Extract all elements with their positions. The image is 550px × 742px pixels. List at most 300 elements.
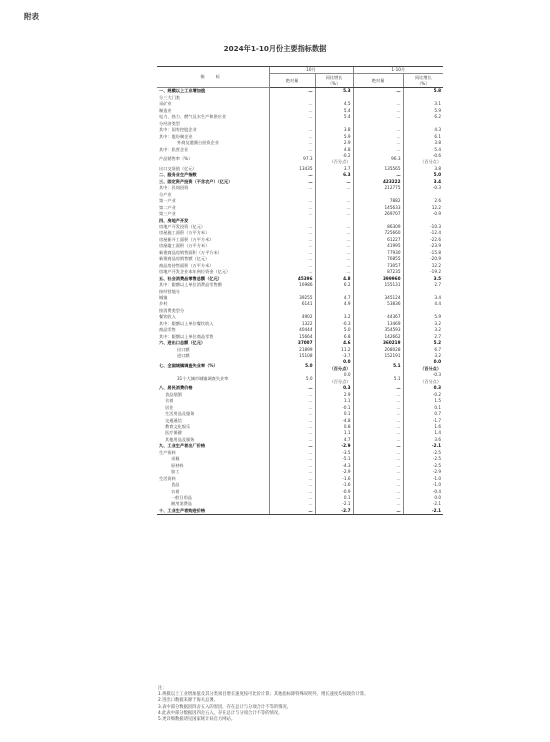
row-label: 教育文化娱乐 [165, 424, 191, 430]
oct-yoy-cell: 4.8 [315, 147, 353, 153]
jan-oct-abs-cell: … [353, 482, 403, 488]
row-label: 医疗保健 [165, 430, 182, 436]
oct-abs-cell: … [269, 418, 315, 424]
row-label: 生产资料 [159, 449, 176, 455]
jan-oct-yoy-cell: 1.5 [403, 398, 443, 404]
row-label: 居住 [165, 404, 174, 410]
jan-oct-abs-cell: 77930 [353, 250, 403, 256]
jan-oct-abs-cell: 142662 [353, 334, 403, 340]
oct-abs-cell: … [269, 263, 315, 269]
jan-oct-yoy-cell: 3.4 [403, 179, 443, 185]
footnote-line: 5.更详细数据请见国家统计局官方网站。 [158, 717, 236, 723]
oct-yoy-cell: … [315, 230, 353, 236]
jan-oct-abs-cell: 96.3 [353, 153, 403, 166]
oct-abs-cell: … [269, 430, 315, 436]
table-body [157, 88, 443, 515]
jan-oct-abs-cell: … [353, 418, 403, 424]
jan-oct-abs-cell: … [353, 463, 403, 469]
jan-oct-abs-cell: 73057 [353, 263, 403, 269]
oct-yoy-cell: 1.1 [315, 430, 353, 436]
oct-yoy-cell: 0.1 [315, 411, 353, 417]
oct-abs-cell: … [269, 398, 315, 404]
oct-abs-cell: … [269, 508, 315, 515]
jan-oct-abs-cell: 155131 [353, 282, 403, 288]
jan-oct-yoy-cell: 2.6 [403, 198, 443, 204]
oct-abs-cell: … [269, 140, 315, 146]
row-label: 31个大城市城镇调查失业率 [177, 375, 229, 381]
oct-yoy-cell: 0.0 （百分点） [315, 359, 353, 372]
jan-oct-yoy-cell: 0.3 [403, 385, 443, 391]
oct-yoy-cell: -3.7 [315, 353, 353, 359]
jan-oct-abs-cell: 152191 [353, 353, 403, 359]
row-label: 其他用品及服务 [165, 436, 195, 442]
jan-oct-abs-cell: 399960 [353, 276, 403, 282]
oct-yoy-cell: 5.3 [315, 88, 353, 95]
row-label: 食品烟酒 [165, 391, 182, 397]
table-row [157, 508, 443, 515]
jan-oct-abs-cell: … [353, 437, 403, 443]
table-row [157, 88, 443, 95]
jan-oct-abs-cell: 208028 [353, 347, 403, 353]
jan-oct-abs-cell: … [353, 450, 403, 456]
oct-yoy-cell: … [315, 237, 353, 243]
oct-abs-cell: … [269, 185, 315, 191]
jan-oct-yoy-cell: -2.5 [403, 450, 443, 456]
jan-oct-yoy-cell: -15.8 [403, 250, 443, 256]
oct-abs-cell: … [269, 437, 315, 443]
oct-yoy-cell: 3.7 [315, 166, 353, 172]
oct-yoy-cell: 5.4 [315, 114, 353, 120]
row-label: 三、固定资产投资（不含农户）（亿元） [159, 178, 233, 184]
jan-oct-yoy-cell: -12.4 [403, 230, 443, 236]
row-label: 按消费类型分 [159, 307, 185, 313]
jan-oct-yoy-cell: 1.6 [403, 424, 443, 430]
oct-abs-cell: … [269, 198, 315, 204]
oct-abs-cell: … [269, 501, 315, 507]
oct-abs-cell: 39255 [269, 295, 315, 301]
jan-oct-abs-cell: … [353, 114, 403, 120]
oct-abs-cell: 4902 [269, 314, 315, 320]
jan-oct-abs-cell: 725660 [353, 230, 403, 236]
row-label: 分产业 [159, 191, 172, 197]
jan-oct-abs-cell: 5.1 [353, 359, 403, 372]
oct-abs-cell: … [269, 424, 315, 430]
oct-yoy-cell: 6.2 [315, 282, 353, 288]
jan-oct-yoy-cell: 4.4 [403, 301, 443, 307]
oct-abs-cell: 1322 [269, 321, 315, 327]
appendix-label: 附表 [24, 12, 39, 21]
jan-oct-yoy-cell: 6.2 [403, 114, 443, 120]
oct-abs-cell: … [269, 250, 315, 256]
jan-oct-abs-cell: … [353, 424, 403, 430]
jan-oct-abs-cell: 269707 [353, 211, 403, 217]
oct-yoy-cell: 1.1 [315, 398, 353, 404]
jan-oct-yoy-cell: 0.0 [403, 495, 443, 501]
jan-oct-yoy-cell: 2.7 [403, 282, 443, 288]
oct-yoy-cell: -2.9 [315, 443, 353, 449]
jan-oct-yoy-cell: -0.4 [403, 489, 443, 495]
jan-oct-abs-cell: 13469 [353, 321, 403, 327]
row-label: 食品 [171, 482, 180, 488]
row-label: 二、服务业生产指数 [159, 172, 197, 178]
oct-yoy-cell: -5.1 [315, 456, 353, 462]
jan-oct-yoy-cell: 3.2 [403, 327, 443, 333]
table-row [157, 282, 443, 288]
jan-oct-abs-cell: 44367 [353, 314, 403, 320]
oct-yoy-cell: … [315, 179, 353, 185]
jan-oct-abs-cell: … [353, 108, 403, 114]
oct-abs-cell: 97.3 [269, 153, 315, 166]
jan-oct-yoy-cell: -2.1 [403, 508, 443, 515]
oct-yoy-cell: 4.5 [315, 101, 353, 107]
jan-oct-yoy-header: 同比增长 （%） [403, 74, 443, 88]
jan-oct-abs-cell: 145633 [353, 205, 403, 211]
jan-oct-abs-cell: … [353, 469, 403, 475]
row-label: 衣着 [165, 398, 174, 404]
row-label: 九、工业生产者出厂价格 [159, 443, 206, 449]
oct-yoy-cell: -0.9 [315, 489, 353, 495]
oct-abs-cell: … [269, 256, 315, 262]
oct-abs-cell: … [269, 443, 315, 449]
indicator-table [157, 66, 443, 515]
oct-yoy-cell: -1.6 [315, 476, 353, 482]
jan-oct-abs-cell: … [353, 147, 403, 153]
oct-abs-cell: 40444 [269, 327, 315, 333]
jan-oct-abs-cell: 423222 [353, 179, 403, 185]
oct-yoy-cell: -2.1 [315, 501, 353, 507]
oct-abs-cell: … [269, 495, 315, 501]
oct-yoy-cell: … [315, 205, 353, 211]
oct-abs-header: 绝对量 [269, 74, 315, 88]
jan-oct-yoy-cell: -10.3 [403, 224, 443, 230]
jan-oct-yoy-cell: -20.9 [403, 256, 443, 262]
jan-oct-yoy-cell: -0.3 [403, 185, 443, 191]
oct-yoy-cell: … [315, 250, 353, 256]
jan-oct-yoy-cell: 12.2 [403, 205, 443, 211]
table-row [157, 359, 443, 372]
row-label: 其中：私营企业 [159, 146, 189, 152]
jan-oct-abs-cell: … [353, 508, 403, 515]
oct-abs-cell: … [269, 88, 315, 95]
jan-oct-abs-cell: 61227 [353, 237, 403, 243]
oct-abs-cell: … [269, 385, 315, 391]
oct-abs-cell: … [269, 392, 315, 398]
row-label: 房屋竣工面积（万平方米） [159, 243, 210, 249]
oct-yoy-cell: 4.7 [315, 295, 353, 301]
oct-abs-cell: 15664 [269, 334, 315, 340]
jan-oct-abs-cell: 135565 [353, 166, 403, 172]
jan-oct-yoy-cell: 5.9 [403, 108, 443, 114]
row-label: 一、规模以上工业增加值 [159, 88, 206, 94]
jan-oct-yoy-cell: 3.5 [403, 276, 443, 282]
jan-oct-yoy-cell: 3.8 [403, 140, 443, 146]
row-label: 餐饮收入 [159, 314, 176, 320]
jan-oct-yoy-cell: -1.0 [403, 482, 443, 488]
row-label: 产品销售率（%） [159, 156, 193, 162]
jan-oct-yoy-cell: -22.6 [403, 237, 443, 243]
oct-abs-cell: … [269, 489, 315, 495]
oct-abs-cell: 13435 [269, 166, 315, 172]
oct-abs-cell: … [269, 127, 315, 133]
oct-yoy-cell: … [315, 185, 353, 191]
oct-yoy-cell: 4.9 [315, 301, 353, 307]
row-label: 乡村 [159, 301, 168, 307]
jan-oct-yoy-cell: 6.7 [403, 347, 443, 353]
jan-oct-abs-cell: … [353, 430, 403, 436]
oct-yoy-cell: -0.3 [315, 321, 353, 327]
jan-oct-abs-cell: 5.1 [353, 372, 403, 385]
jan-oct-yoy-cell: 0.1 [403, 405, 443, 411]
oct-abs-cell: 37007 [269, 340, 315, 346]
row-label: 其中：国有控股企业 [159, 127, 197, 133]
jan-oct-abs-cell: 87235 [353, 269, 403, 275]
row-label: 第一产业 [159, 198, 176, 204]
jan-oct-yoy-cell: 4.3 [403, 127, 443, 133]
row-label: 城镇 [159, 294, 168, 300]
oct-yoy-cell: 5.9 [315, 134, 353, 140]
jan-oct-yoy-cell: -2.5 [403, 463, 443, 469]
oct-abs-cell: … [269, 101, 315, 107]
jan-oct-yoy-cell: -2.1 [403, 443, 443, 449]
jan-oct-abs-cell: … [353, 495, 403, 501]
footnotes [158, 686, 448, 723]
oct-yoy-cell: -4.3 [315, 463, 353, 469]
jan-oct-abs-cell: … [353, 456, 403, 462]
oct-yoy-cell: 11.2 [315, 347, 353, 353]
jan-oct-abs-cell: … [353, 476, 403, 482]
oct-yoy-cell: -0.2 （百分点） [315, 153, 353, 166]
oct-yoy-cell: -0.1 [315, 405, 353, 411]
oct-yoy-cell: … [315, 224, 353, 230]
row-label: 出口交货值（亿元） [159, 165, 197, 171]
jan-oct-abs-cell: … [353, 127, 403, 133]
oct-yoy-cell: 0.8 [315, 424, 353, 430]
footnote-line: 注： [158, 686, 167, 691]
jan-oct-yoy-cell: -0.3 （百分点） [403, 372, 443, 385]
oct-abs-cell: … [269, 482, 315, 488]
jan-oct-abs-cell: 354593 [353, 327, 403, 333]
row-label: 十、工业生产者购进价格 [157, 508, 269, 515]
row-label: 六、进出口总额（亿元） [159, 340, 206, 346]
oct-abs-cell: 16986 [269, 282, 315, 288]
oct-yoy-cell: -3.5 [315, 450, 353, 456]
oct-yoy-cell: … [315, 211, 353, 217]
row-label: 原材料 [171, 462, 184, 468]
oct-yoy-cell: -4.8 [315, 418, 353, 424]
row-label: 进口额 [177, 353, 190, 359]
oct-abs-cell: … [269, 463, 315, 469]
oct-yoy-cell: 0.0 （百分点） [315, 372, 353, 385]
oct-yoy-cell: -2.7 [315, 508, 353, 515]
jan-oct-yoy-cell: -1.0 [403, 476, 443, 482]
footnote-line: 2.进出口数据来源于海关总署。 [158, 698, 218, 704]
oct-yoy-cell: 5.0 [315, 327, 353, 333]
row-label: 按经营地分 [159, 288, 180, 294]
row-label: 其中：限额以上单位餐饮收入 [159, 320, 214, 326]
jan-oct-abs-cell: 41995 [353, 243, 403, 249]
table-row [157, 153, 443, 166]
row-label: 四、房地产开发 [159, 217, 189, 223]
jan-oct-yoy-cell: 3.1 [403, 101, 443, 107]
row-label: 其中：限额以上单位商品零售 [159, 333, 214, 339]
jan-oct-yoy-cell: -2.5 [403, 456, 443, 462]
jan-oct-abs-cell: … [353, 411, 403, 417]
oct-abs-cell: … [269, 114, 315, 120]
jan-oct-yoy-cell: -2.1 [403, 501, 443, 507]
jan-oct-yoy-cell: -23.9 [403, 243, 443, 249]
jan-oct-abs-cell: … [353, 101, 403, 107]
oct-yoy-cell: … [315, 198, 353, 204]
row-label: 七、全国城镇调查失业率（%） [159, 362, 218, 368]
jan-oct-yoy-cell: 3.6 [403, 437, 443, 443]
oct-abs-cell: … [269, 405, 315, 411]
row-label: 房地产开发企业本年到位资金（亿元） [159, 269, 231, 275]
oct-yoy-cell: 4.6 [315, 340, 353, 346]
row-label: 商品零售 [159, 327, 176, 333]
row-label: 分三大门类 [159, 94, 180, 100]
jan-oct-abs-cell: 212775 [353, 185, 403, 191]
jan-oct-yoy-cell: 2.7 [403, 334, 443, 340]
row-label: 新建商品房销售额（亿元） [159, 256, 210, 262]
oct-yoy-cell: -1.6 [315, 482, 353, 488]
row-label: 其中：限额以上单位消费品零售额 [159, 282, 222, 288]
row-label: 其中：民间投资 [159, 185, 189, 191]
jan-oct-abs-cell: … [353, 489, 403, 495]
oct-yoy-cell: 6.8 [315, 334, 353, 340]
jan-oct-yoy-cell: 5.8 [403, 88, 443, 95]
jan-oct-abs-cell: … [353, 443, 403, 449]
jan-oct-yoy-cell: 3.2 [403, 353, 443, 359]
jan-oct-abs-cell: … [353, 385, 403, 391]
oct-yoy-cell: 4.7 [315, 437, 353, 443]
jan-oct-yoy-cell: 0.0 （百分点） [403, 359, 443, 372]
oct-yoy-cell: … [315, 263, 353, 269]
jan-oct-yoy-cell: 5.9 [403, 314, 443, 320]
oct-abs-cell: … [269, 134, 315, 140]
jan-oct-yoy-cell: -0.2 [403, 392, 443, 398]
oct-abs-cell: 5.0 [269, 359, 315, 372]
jan-oct-abs-cell: … [353, 398, 403, 404]
oct-abs-cell: 45396 [269, 276, 315, 282]
table-row [157, 372, 443, 385]
oct-abs-cell: … [269, 269, 315, 275]
oct-yoy-cell: 0.3 [315, 385, 353, 391]
jan-oct-yoy-cell: 0.7 [403, 411, 443, 417]
jan-oct-abs-cell: … [353, 134, 403, 140]
oct-abs-cell: … [269, 108, 315, 114]
footnote-line: 1.规模以上工业增加值及其分类项目增长速度按可比价计算；其他指标除特殊说明外，增长速度均按现价计算。 [158, 692, 369, 698]
jan-oct-abs-cell: … [353, 88, 403, 95]
row-label: 采矿业 [159, 101, 172, 107]
row-label: 第二产业 [159, 204, 176, 210]
jan-oct-yoy-cell: 5.4 [403, 147, 443, 153]
jan-oct-abs-cell: … [353, 392, 403, 398]
jan-oct-abs-header: 绝对量 [353, 74, 403, 88]
jan-oct-yoy-cell: 3.8 [403, 166, 443, 172]
row-label: 一般日用品 [171, 495, 192, 500]
oct-abs-cell: … [269, 411, 315, 417]
oct-abs-cell: … [269, 172, 315, 178]
jan-oct-abs-cell: … [353, 405, 403, 411]
row-label: 出口额 [177, 346, 190, 352]
jan-oct-abs-cell: 360219 [353, 340, 403, 346]
jan-oct-yoy-cell: -0.6 （百分点） [403, 153, 443, 166]
oct-abs-cell: … [269, 211, 315, 217]
oct-yoy-cell: 4.8 [315, 276, 353, 282]
row-label: 生活资料 [159, 475, 176, 481]
jan-oct-yoy-cell: 3.4 [403, 295, 443, 301]
oct-header: 10月 [269, 67, 353, 74]
jan-oct-yoy-cell: -1.7 [403, 418, 443, 424]
footnote-line: 4.此表中部分数据因四舍五入，存在总计与分项合计不等的情况。 [158, 710, 283, 716]
page-title: 2024年1-10月份主要指标数据 [223, 44, 327, 53]
jan-oct-abs-cell: 86309 [353, 224, 403, 230]
jan-oct-yoy-cell: 5.0 [403, 172, 443, 178]
jan-oct-abs-cell: 345124 [353, 295, 403, 301]
oct-abs-cell: … [269, 224, 315, 230]
jan-oct-abs-cell: … [353, 172, 403, 178]
oct-abs-cell: … [269, 469, 315, 475]
oct-abs-cell: … [269, 456, 315, 462]
oct-yoy-cell: -2.9 [315, 469, 353, 475]
jan-oct-yoy-cell: 3.2 [403, 321, 443, 327]
jan-oct-yoy-cell: -2.9 [403, 469, 443, 475]
oct-yoy-cell: 0.1 [315, 495, 353, 501]
jan-oct-header: 1-10月 [353, 67, 443, 74]
jan-oct-yoy-cell: -0.9 [403, 211, 443, 217]
row-label: 商品房待售面积（万平方米） [159, 262, 214, 268]
indicator-header: 指 标 [157, 67, 269, 88]
oct-yoy-cell: 6.3 [315, 172, 353, 178]
jan-oct-yoy-cell: 5.2 [403, 340, 443, 346]
row-label: 耐用消费品 [171, 501, 192, 507]
row-label: 第三产业 [159, 211, 176, 217]
oct-yoy-cell: 3.2 [315, 314, 353, 320]
oct-abs-cell: 21899 [269, 347, 315, 353]
oct-yoy-cell: … [315, 256, 353, 262]
oct-yoy-cell: 3.8 [315, 127, 353, 133]
oct-yoy-cell: … [315, 269, 353, 275]
jan-oct-yoy-cell: 6.1 [403, 134, 443, 140]
oct-abs-cell: … [269, 205, 315, 211]
oct-abs-cell: 5.0 [269, 372, 315, 385]
row-label: 房屋施工面积（万平方米） [159, 230, 210, 236]
oct-abs-cell: … [269, 237, 315, 243]
oct-yoy-header: 同比增长 （%） [315, 74, 353, 88]
jan-oct-yoy-cell: -19.2 [403, 269, 443, 275]
row-label: 交通通信 [165, 417, 182, 423]
row-label: 生活用品及服务 [165, 411, 195, 417]
oct-abs-cell: … [269, 230, 315, 236]
oct-yoy-cell: 2.9 [315, 140, 353, 146]
row-label: 制造业 [159, 107, 172, 113]
row-label: 房地产开发投资（亿元） [159, 223, 206, 229]
row-label: 衣着 [171, 488, 180, 494]
row-label: 采掘 [171, 456, 180, 462]
oct-abs-cell: 6141 [269, 301, 315, 307]
row-label: 外商及港澳台投资企业 [177, 140, 219, 146]
oct-abs-cell: … [269, 243, 315, 249]
oct-abs-cell: … [269, 450, 315, 456]
row-label: 新建商品房销售面积（万平方米） [159, 249, 222, 255]
oct-yoy-cell: 2.9 [315, 392, 353, 398]
jan-oct-abs-cell: 53836 [353, 301, 403, 307]
jan-oct-abs-cell: 76855 [353, 256, 403, 262]
row-label: 五、社会消费品零售总额（亿元） [159, 275, 222, 281]
footnote-line: 3.表中部分数据因四舍五入的原因，存在总计与分项合计不等的情况。 [158, 704, 292, 710]
jan-oct-abs-cell: 7882 [353, 198, 403, 204]
row-label: 八、居民消费价格 [159, 385, 193, 391]
